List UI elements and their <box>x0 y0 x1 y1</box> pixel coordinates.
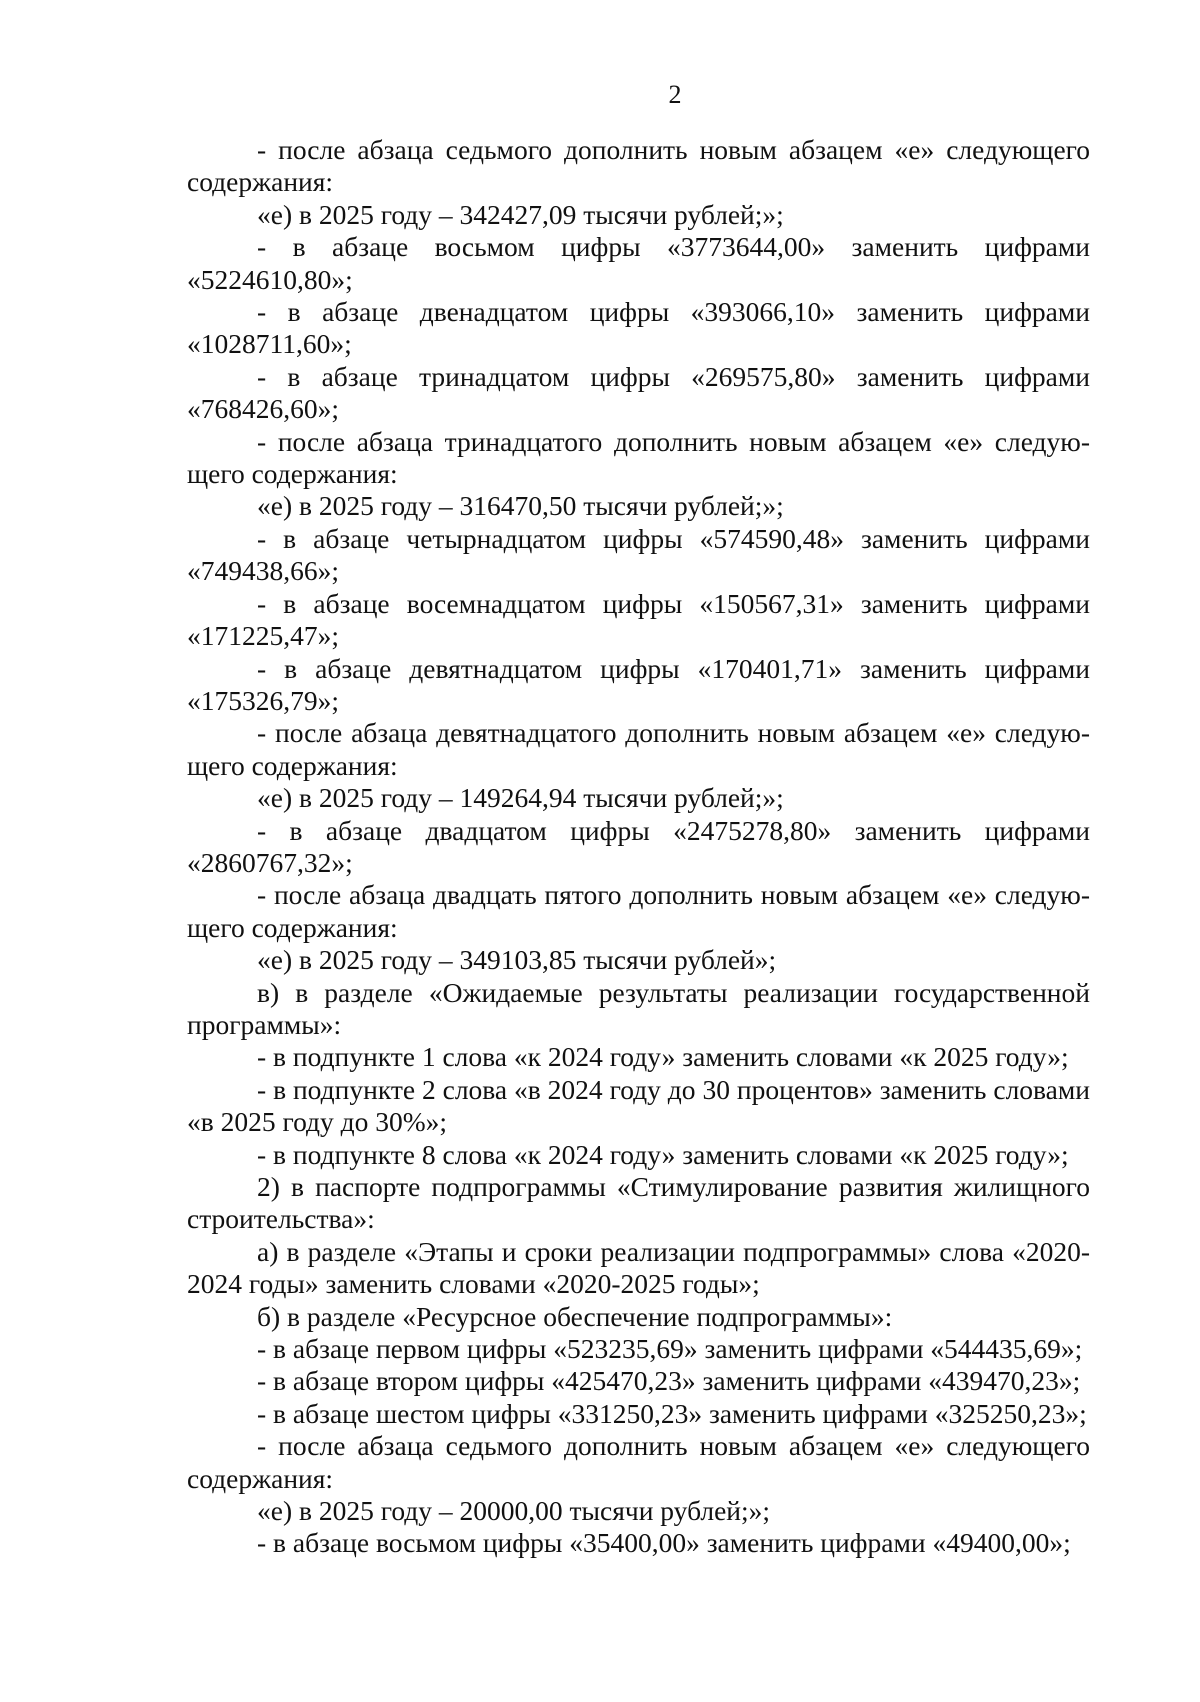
paragraph: - после абзаца девятнадцатого дополнить новым абзацем «е» следующего содержания: <box>187 717 1090 781</box>
paragraph: - после абзаца седьмого дополнить новым абзацем «е» следующего содержания: <box>187 134 1090 198</box>
paragraph: - в абзаце тринадцатом цифры «269575,80» заменить цифрами «768426,60»; <box>187 360 1090 425</box>
paragraph: «е) в 2025 году – 349103,85 тысячи рублей»; <box>257 944 777 976</box>
paragraph: - в абзаце первом цифры «523235,69» заменить цифрами «544435,69»; <box>257 1333 1083 1365</box>
paragraph: «е) в 2025 году – 20000,00 тысячи рублей;»; <box>257 1495 771 1527</box>
paragraph: «е) в 2025 году – 149264,94 тысячи рублей;»; <box>257 782 784 814</box>
paragraph: - после абзаца двадцать пятого дополнить новым абзацем «е» следующего содержания: <box>187 879 1090 943</box>
paragraph: - в подпункте 8 слова «к 2024 году» заменить словами «к 2025 году»; <box>257 1138 1069 1170</box>
paragraph: - после абзаца тринадцатого дополнить новым абзацем «е» следующего содержания: <box>187 425 1090 490</box>
page-number: 2 <box>668 80 682 109</box>
paragraph: б) в разделе «Ресурсное обеспечение подпрограммы»: <box>257 1300 893 1332</box>
paragraph: 2) в паспорте подпрограммы «Стимулирование развития жилищного строительства»: <box>187 1171 1090 1235</box>
paragraph: - в абзаце восьмом цифры «35400,00» заменить цифрами «49400,00»; <box>257 1527 1071 1559</box>
paragraph: - в абзаце девятнадцатом цифры «170401,71» заменить цифрами «175326,79»; <box>187 652 1090 716</box>
paragraph: - в абзаце восьмом цифры «3773644,00» заменить цифрами «5224610,80»; <box>187 231 1090 295</box>
paragraph: «е) в 2025 году – 342427,09 тысячи рублей;»; <box>257 198 784 230</box>
paragraph: - после абзаца седьмого дополнить новым абзацем «е» следующего содержания: <box>187 1430 1090 1494</box>
paragraph: «е) в 2025 году – 316470,50 тысячи рублей;»; <box>257 490 784 522</box>
paragraph: - в подпункте 2 слова «в 2024 году до 30 процентов» заменить словами «в 2025 году до 30%»; <box>187 1073 1090 1138</box>
paragraph: - в абзаце втором цифры «425470,23» заменить цифрами «439470,23»; <box>257 1365 1081 1397</box>
paragraph: - в абзаце восемнадцатом цифры «150567,31» заменить цифрами «171225,47»; <box>187 587 1090 652</box>
document-body <box>187 134 1090 1560</box>
paragraph: - в абзаце шестом цифры «331250,23» заменить цифрами «325250,23»; <box>257 1397 1087 1429</box>
paragraph: в) в разделе «Ожидаемые результаты реализации государственной программы»: <box>187 976 1090 1040</box>
paragraph: а) в разделе «Этапы и сроки реализации подпрограммы» слова «2020-2024 годы» заменить словами «2020-2025 годы»; <box>187 1235 1090 1300</box>
paragraph: - в абзаце двенадцатом цифры «393066,10» заменить цифрами «1028711,60»; <box>187 296 1090 360</box>
paragraph: - в абзаце двадцатом цифры «2475278,80» заменить цифрами «2860767,32»; <box>187 814 1090 878</box>
paragraph: - в подпункте 1 слова «к 2024 году» заменить словами «к 2025 году»; <box>257 1041 1069 1073</box>
paragraph: - в абзаце четырнадцатом цифры «574590,48» заменить цифрами «749438,66»; <box>187 522 1090 587</box>
